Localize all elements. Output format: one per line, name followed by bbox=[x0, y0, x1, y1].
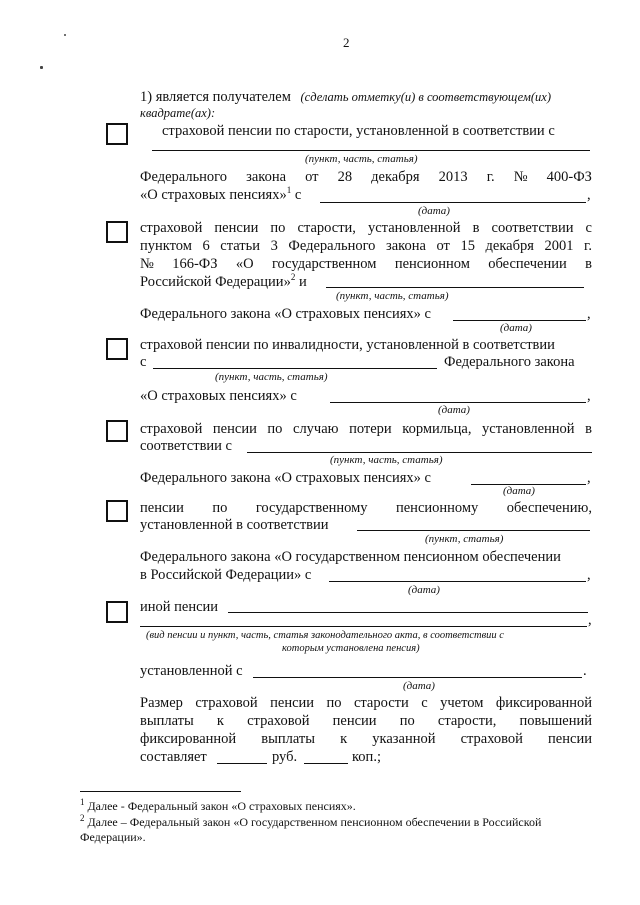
checkbox-disability-pension[interactable] bbox=[106, 338, 128, 360]
amount-line3: фиксированной выплаты к указанной страховой пенсии bbox=[140, 731, 592, 747]
item4-line3: Федерального закона «О страховых пенсиях» с bbox=[140, 470, 431, 486]
amount-rub-field[interactable] bbox=[217, 763, 267, 764]
amount-line2: выплаты к страховой пенсии по старости, повышений bbox=[140, 713, 592, 729]
footnote-separator bbox=[80, 791, 241, 792]
item5-date-field[interactable] bbox=[329, 581, 586, 582]
item6-line1: иной пенсии bbox=[140, 599, 219, 615]
item3-point-field[interactable] bbox=[153, 368, 437, 369]
item5-line2: установленной в соответствии bbox=[140, 517, 329, 533]
item4-caption-date: (дата) bbox=[503, 485, 535, 497]
item1-date-field[interactable] bbox=[320, 202, 586, 203]
checkbox-state-pension[interactable] bbox=[106, 500, 128, 522]
item4-line2: соответствии с bbox=[140, 438, 232, 454]
item2-caption-date: (дата) bbox=[500, 322, 532, 334]
item3-date-field[interactable] bbox=[330, 402, 586, 403]
footnote-2: $^2$ Далее – Федеральный закон «О государственном пенсионном обеспечении в Российской bbox=[80, 813, 542, 829]
item3-line2-start: с bbox=[140, 354, 147, 370]
page-number: 2 bbox=[343, 35, 350, 50]
scan-speck bbox=[40, 66, 43, 69]
item5-line4: в Российской Федерации» с bbox=[140, 567, 312, 583]
item4-point-field[interactable] bbox=[247, 452, 592, 453]
item1-line1: страховой пенсии по старости, установленной в соответствии с bbox=[162, 123, 555, 139]
item2-line5: Федерального закона «О страховых пенсиях» с bbox=[140, 306, 431, 322]
footnote-1: $^1$ Далее - Федеральный закон «О страховых пенсиях». bbox=[80, 797, 356, 813]
item2-caption-point: (пункт, часть, статья) bbox=[336, 290, 449, 302]
item3-caption-point: (пункт, часть, статья) bbox=[215, 371, 328, 383]
item5-point-field[interactable] bbox=[357, 530, 590, 531]
item2-line2: пунктом 6 статьи 3 Федерального закона от 15 декабря 2001 г. bbox=[140, 238, 592, 254]
item2-line4: Российской Федерации»$^2$ и bbox=[140, 272, 307, 290]
item1-line2: Федерального закона от 28 декабря 2013 г. № 400-ФЗ bbox=[140, 169, 592, 185]
scan-speck bbox=[64, 34, 66, 36]
item6-line3: установленной с bbox=[140, 663, 243, 679]
item1-caption-date: (дата) bbox=[418, 205, 450, 217]
item3-caption-date: (дата) bbox=[438, 404, 470, 416]
item5-caption-point: (пункт, статья) bbox=[425, 533, 504, 545]
item5-line1: пенсии по государственному пенсионному обеспечению, bbox=[140, 500, 592, 516]
item4-caption-point: (пункт, часть, статья) bbox=[330, 454, 443, 466]
item6-date-field[interactable] bbox=[253, 677, 582, 678]
item1-line3: «О страховых пенсиях»$^1$ с bbox=[140, 185, 302, 203]
item3-line1: страховой пенсии по инвалидности, установленной в соответствии bbox=[140, 337, 555, 353]
item2-point-field[interactable] bbox=[326, 287, 584, 288]
document-page: 2 1) является получателем (сделать отметку(и) в соответствующем(их) квадрате(ах): страховой пенсии по старости, установленной в соответствии с (пункт, часть, статья) Федерального закона от 28 декабря 2013 г. № 400-ФЗ «О страховых пенсиях»$^1$ с , (дата) страховой пенсии по старости, установленной в соответствии с пунктом 6 статьи 3 Федерального закона от 15 декабря 2001 г. № 166-ФЗ «О государственном пенсионном обеспечении в Российской Федерации»$^2$ и (пункт, часть, статья) Федерального закона «О страховых пенсиях» с , (дата) страховой пенсии по инвалидности, установленной в соответствии с Федерального закона (пункт, часть, статья) «О страховых пенсиях» с , (дата) страховой пенсии по случаю потери кормильца, установленной в соответствии с (пункт, часть, статья) Федерального закона «О страховых пенсиях» с , (дата) пенсии по государственному пенсионному обеспечению, установленной в соответствии (пункт, статья) Федерального закона «О государственном пенсионном обеспечении в Российской Федерации» с , (дата) иной пенсии , (вид пенсии и пункт, часть, статья законодательного акта, в соответствии с которым установлена пенсия) установленной с . (дата) Размер страховой пенсии по старости с учетом фиксированной выплаты к страховой пенсии по старости, повышений фиксированной выплаты к указанной страховой пенсии составляет руб. коп.; $^1$ Далее - Федеральный закон «О страховых пенсиях». $^2$ Далее – Федеральный закон «О государственном пенсионном обеспечении в Российской Федерации». bbox=[0, 0, 640, 905]
item6-type-field-cont[interactable] bbox=[140, 626, 587, 627]
intro-line bbox=[140, 88, 551, 106]
checkbox-old-age-166fz[interactable] bbox=[106, 221, 128, 243]
item2-date-field[interactable] bbox=[453, 320, 586, 321]
amount-line4-label: составляет bbox=[140, 749, 207, 765]
item6-caption-date: (дата) bbox=[403, 680, 435, 692]
item3-line2-end: Федерального закона bbox=[444, 354, 575, 370]
item6-caption-line1: (вид пенсии и пункт, часть, статья законодательного акта, в соответствии с bbox=[146, 630, 504, 641]
item3-line3: «О страховых пенсиях» с bbox=[140, 388, 297, 404]
item1-caption-point: (пункт, часть, статья) bbox=[305, 153, 418, 165]
item1-point-field[interactable] bbox=[152, 150, 590, 151]
amount-kop-label: коп.; bbox=[352, 749, 381, 765]
item6-type-field[interactable] bbox=[228, 612, 588, 613]
intro-instruction: (сделать отметку(и) в соответствующем(их) bbox=[300, 90, 551, 104]
item2-line3: № 166-ФЗ «О государственном пенсионном обеспечении в bbox=[140, 256, 592, 272]
item5-line3: Федерального закона «О государственном пенсионном обеспечении bbox=[140, 549, 561, 565]
item4-line1: страховой пенсии по случаю потери кормильца, установленной в bbox=[140, 421, 592, 437]
amount-rub-label: руб. bbox=[272, 749, 298, 765]
checkbox-other-pension[interactable] bbox=[106, 601, 128, 623]
amount-kop-field[interactable] bbox=[304, 763, 348, 764]
item6-caption-line2: которым установлена пенсия) bbox=[282, 643, 420, 654]
intro-instruction-cont: квадрате(ах): bbox=[140, 106, 216, 120]
amount-line1: Размер страховой пенсии по старости с учетом фиксированной bbox=[140, 695, 592, 711]
checkbox-old-age-400fz[interactable] bbox=[106, 123, 128, 145]
footnote-2-cont: Федерации». bbox=[80, 830, 146, 844]
checkbox-survivor-pension[interactable] bbox=[106, 420, 128, 442]
intro-prefix: 1) является получателем bbox=[140, 89, 291, 105]
item2-line1: страховой пенсии по старости, установленной в соответствии с bbox=[140, 220, 592, 236]
item5-caption-date: (дата) bbox=[408, 584, 440, 596]
